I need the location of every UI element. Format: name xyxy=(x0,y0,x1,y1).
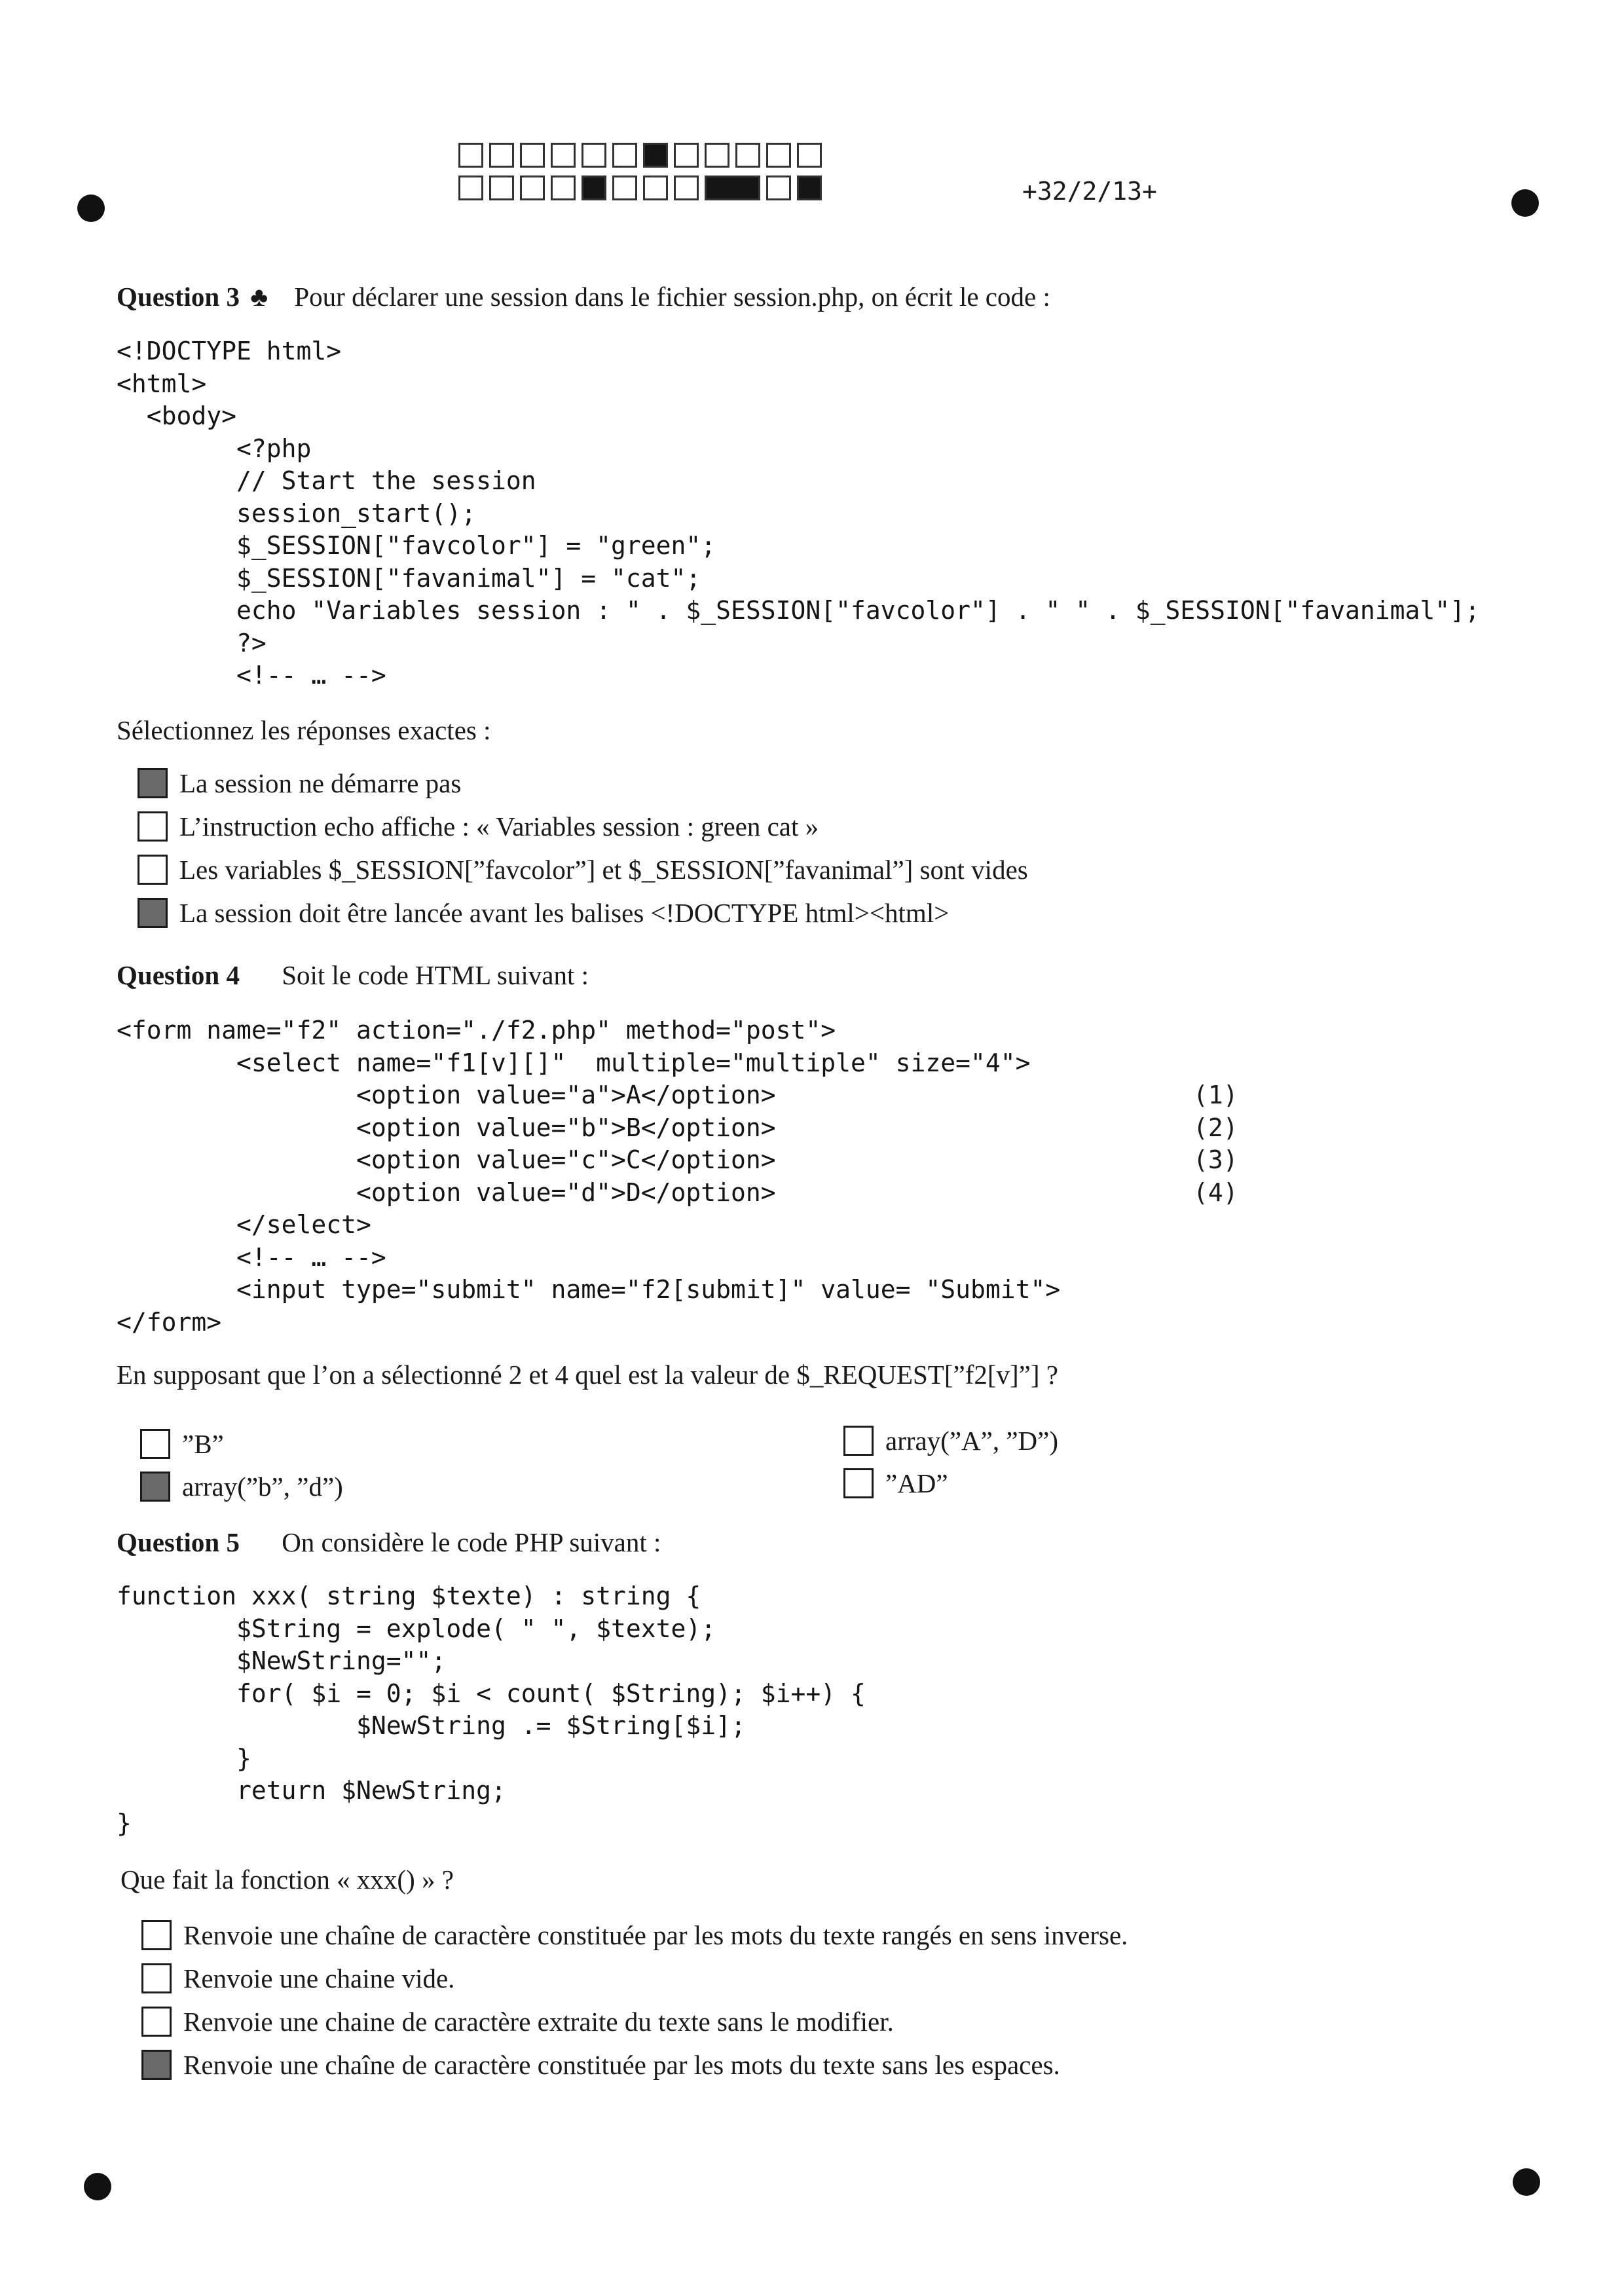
barcode-top-cell xyxy=(643,143,668,168)
checked-checkbox[interactable] xyxy=(138,898,168,928)
question-4-choice[interactable] xyxy=(843,1468,948,1499)
question-3-code-line: echo "Variables session : " . $_SESSION["favcolor"] . " " . $_SESSION["favanimal"]; xyxy=(117,596,1480,625)
question-3-choice[interactable] xyxy=(138,854,1028,885)
checkbox[interactable] xyxy=(843,1426,874,1456)
choice-label: Renvoie une chaîne de caractère constituée par les mots du texte sans les espaces. xyxy=(183,2050,1060,2080)
choice-label: Les variables $_SESSION[”favcolor”] et $_SESSION[”favanimal”] sont vides xyxy=(179,855,1028,885)
question-4-prompt: Soit le code HTML suivant : xyxy=(282,960,589,990)
question-5-code-line: } xyxy=(117,1743,251,1773)
question-3-code-line: ?> xyxy=(117,628,267,657)
checkbox[interactable] xyxy=(843,1468,874,1498)
barcode-bottom-cell xyxy=(551,176,576,200)
barcode-bottom-cell xyxy=(458,176,483,200)
question-3-code-line: <html> xyxy=(117,369,207,398)
club-icon: ♣ xyxy=(250,282,268,312)
question-5-header xyxy=(117,1526,661,1559)
question-4-code-line: <option value="d">D</option> xyxy=(117,1177,776,1207)
page-id: +32/2/13+ xyxy=(1022,177,1157,206)
corner-dot-top-right xyxy=(1511,189,1539,217)
question-4-code-line: <option value="c">C</option> xyxy=(117,1145,776,1174)
barcode-bottom-cell xyxy=(489,176,514,200)
barcode-bottom-cell xyxy=(674,176,699,200)
checked-checkbox[interactable] xyxy=(140,1472,170,1502)
question-3-choice[interactable] xyxy=(138,768,461,799)
checkbox[interactable] xyxy=(138,811,168,842)
question-3-choice[interactable] xyxy=(138,811,819,842)
question-5-code-line: } xyxy=(117,1808,132,1838)
question-4-code-line: <input type="submit" name="f2[submit]" value= "Submit"> xyxy=(117,1275,1061,1304)
question-4-question: En supposant que l’on a sélectionné 2 et 4 quel est la valeur de $_REQUEST[”f2[v]”] ? xyxy=(117,1360,1058,1390)
barcode-top-cell xyxy=(458,143,483,168)
barcode-top-cell xyxy=(489,143,514,168)
choice-label: ”B” xyxy=(182,1429,224,1459)
question-5-code xyxy=(117,1580,866,1840)
choice-label: Renvoie une chaine de caractère extraite du texte sans le modifier. xyxy=(183,2007,894,2037)
barcode-top-row xyxy=(458,143,828,168)
question-4-choice[interactable] xyxy=(843,1425,1058,1456)
barcode-top-cell xyxy=(705,143,729,168)
question-4-choice[interactable] xyxy=(140,1471,343,1502)
barcode-bottom-cell xyxy=(766,176,791,200)
corner-dot-top-left xyxy=(77,194,105,222)
question-5-code-line: return $NewString; xyxy=(117,1776,506,1805)
question-4-code-line: <option value="a">A</option> xyxy=(117,1081,776,1109)
question-5-code-line: $String = explode( " ", $texte); xyxy=(117,1614,716,1643)
barcode-top-cell xyxy=(674,143,699,168)
question-3-code-line: <!-- … --> xyxy=(117,661,386,690)
choice-label: L’instruction echo affiche : « Variables session : green cat » xyxy=(179,811,819,842)
choice-label: La session ne démarre pas xyxy=(179,768,462,798)
question-3-code-line: // Start the session xyxy=(117,466,536,495)
question-3-code-line: session_start(); xyxy=(117,498,477,528)
barcode-top-cell xyxy=(797,143,822,168)
barcode-bottom-cell xyxy=(797,176,822,200)
corner-dot-bottom-right xyxy=(1513,2168,1540,2196)
barcode-bottom-cell xyxy=(643,176,668,200)
question-5-choice[interactable] xyxy=(141,2049,1060,2081)
barcode-bottom-cell xyxy=(520,176,545,200)
question-5-code-line: function xxx( string $texte) : string { xyxy=(117,1582,701,1610)
question-5-prompt: On considère le code PHP suivant : xyxy=(282,1527,661,1557)
line-number-label: (1) xyxy=(1193,1081,1238,1109)
barcode-bottom-cell xyxy=(612,176,637,200)
question-5-choice[interactable] xyxy=(141,1919,1128,1951)
choice-label: ”AD” xyxy=(885,1468,948,1498)
choice-label: array(”b”, ”d”) xyxy=(182,1472,343,1502)
checkbox[interactable] xyxy=(138,855,168,885)
barcode-bottom-cell xyxy=(581,176,606,200)
question-4-code-line: </form> xyxy=(117,1307,222,1337)
question-3-code-line: <?php xyxy=(117,434,312,463)
question-4-label: Question 4 xyxy=(117,960,240,990)
line-number-label: (3) xyxy=(1193,1145,1238,1174)
corner-dot-bottom-left xyxy=(84,2173,111,2200)
question-3-code-line: $_SESSION["favanimal"] = "cat"; xyxy=(117,563,701,593)
question-5-choice[interactable] xyxy=(141,2006,894,2037)
question-5-choice[interactable] xyxy=(141,1963,454,1994)
question-5-label: Question 5 xyxy=(117,1527,240,1557)
choice-label: array(”A”, ”D”) xyxy=(885,1426,1059,1456)
choice-label: La session doit être lancée avant les balises <!DOCTYPE html><html> xyxy=(179,898,950,928)
question-3-header xyxy=(117,280,1050,313)
barcode-top-cell xyxy=(551,143,576,168)
question-3-choice[interactable] xyxy=(138,897,949,929)
question-3-code-line: <body> xyxy=(117,401,237,430)
checked-checkbox[interactable] xyxy=(138,768,168,798)
barcode-top-cell xyxy=(612,143,637,168)
question-5-code-line: $NewString .= $String[$i]; xyxy=(117,1711,746,1740)
line-number-label: (2) xyxy=(1193,1113,1238,1142)
choice-label: Renvoie une chaine vide. xyxy=(183,1963,455,1993)
checkbox[interactable] xyxy=(141,1963,172,1993)
question-4-code-line: </select> xyxy=(117,1210,371,1239)
question-4-code-line: <option value="b">B</option> xyxy=(117,1113,776,1142)
question-3-prompt: Pour déclarer une session dans le fichier session.php, on écrit le code : xyxy=(294,282,1050,312)
question-4-code-line: <select name="f1[v][]" multiple="multiple" size="4"> xyxy=(117,1048,1031,1077)
barcode-top-cell xyxy=(520,143,545,168)
question-5-code-line: for( $i = 0; $i < count( $String); $i++) { xyxy=(117,1678,866,1708)
checkbox[interactable] xyxy=(141,1920,172,1950)
barcode-top-cell xyxy=(581,143,606,168)
question-4-code-line: <form name="f2" action="./f2.php" method="post"> xyxy=(117,1016,836,1045)
barcode-bottom-row xyxy=(458,176,828,200)
question-4-header xyxy=(117,959,589,991)
barcode-top-cell xyxy=(766,143,791,168)
question-5-question: Que fait la fonction « xxx() » ? xyxy=(120,1864,454,1895)
question-3-code-line: $_SESSION["favcolor"] = "green"; xyxy=(117,531,716,560)
question-3-label: Question 3 xyxy=(117,282,240,312)
question-3-code xyxy=(117,335,1480,692)
question-3-instruction: Sélectionnez les réponses exactes : xyxy=(117,715,491,745)
question-4-code-line: <!-- … --> xyxy=(117,1242,386,1272)
choice-label: Renvoie une chaîne de caractère constituée par les mots du texte rangés en sens inverse. xyxy=(183,1920,1128,1950)
barcode-bottom-cell xyxy=(705,176,760,200)
barcode-top-cell xyxy=(735,143,760,168)
question-5-code-line: $NewString=""; xyxy=(117,1646,447,1675)
question-3-code-line: <!DOCTYPE html> xyxy=(117,337,342,365)
line-number-label: (4) xyxy=(1193,1177,1238,1207)
question-4-choice[interactable] xyxy=(140,1428,224,1460)
checkbox[interactable] xyxy=(141,2007,172,2037)
question-4-code xyxy=(117,1014,1060,1339)
checked-checkbox[interactable] xyxy=(141,2050,172,2080)
checkbox[interactable] xyxy=(140,1429,170,1459)
